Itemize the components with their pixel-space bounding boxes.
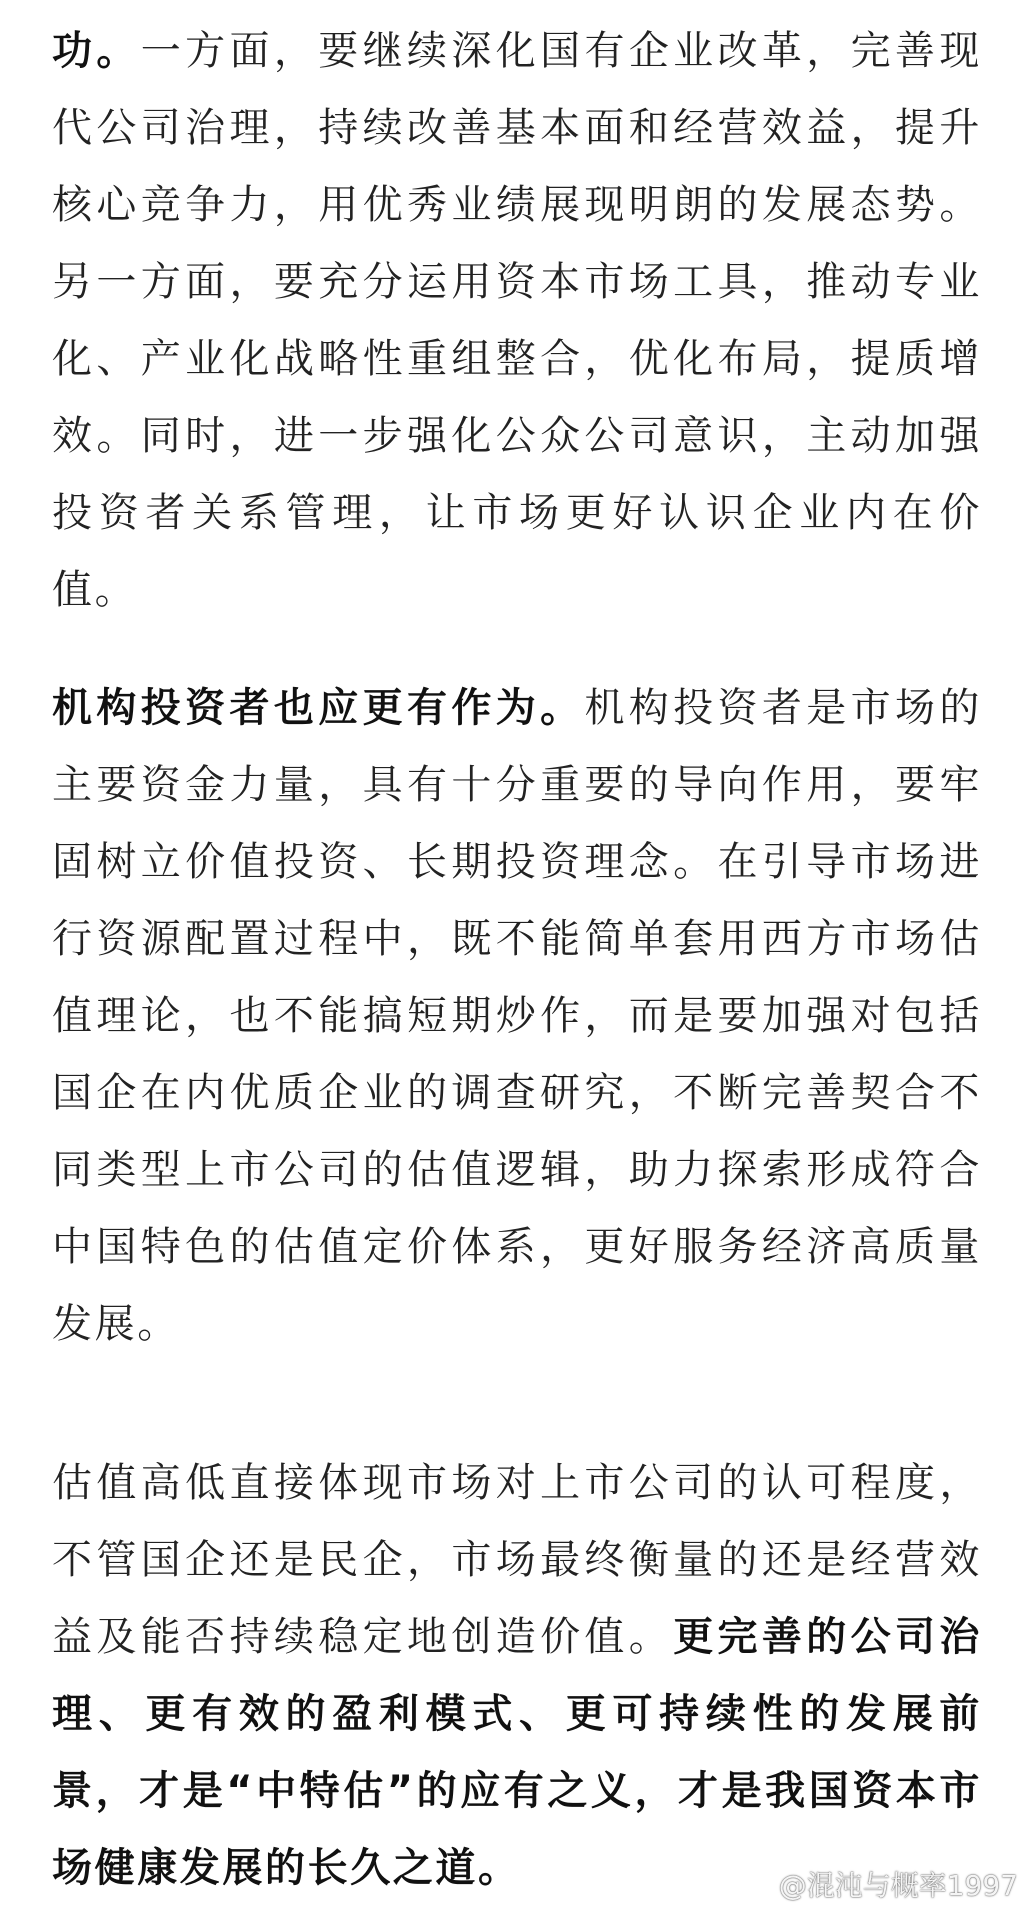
paragraph-valuation	[52, 1445, 982, 1907]
paragraph-soe-reform	[52, 13, 982, 629]
watermark-text: @混沌与概率1997	[778, 1869, 1018, 1902]
paragraph-bold-lead: 功。	[52, 28, 141, 74]
paragraph-bold-tail: 更完善的公司治理、更有效的盈利模式、更可持续性的发展前景，才是“中特估”的应有之义，才是我国资本市场健康发展的长久之道。	[52, 1614, 983, 1891]
paragraph-bold-lead: 机构投资者也应更有作为。	[52, 685, 585, 731]
paragraph-text: 估值高低直接体现市场对上市公司的认可程度，不管国企还是民企，市场最终衡量的还是经营效益及能否持续稳定地创造价值。	[52, 1460, 982, 1660]
weibo-watermark	[739, 1864, 1018, 1904]
paragraph-text: 一方面，要继续深化国有企业改革，完善现代公司治理，持续改善基本面和经营效益，提升核心竞争力，用优秀业绩展现明朗的发展态势。另一方面，要充分运用资本市场工具，推动专业化、产业化战略性重组整合，优化布局，提质增效。同时，进一步强化公众公司意识，主动加强投资者关系管理，让市场更好认识企业内在价值。	[52, 28, 983, 613]
weibo-icon	[739, 1869, 775, 1899]
paragraph-institutional-investors	[52, 670, 982, 1363]
paragraph-text: 机构投资者是市场的主要资金力量，具有十分重要的导向作用，要牢固树立价值投资、长期投资理念。在引导市场进行资源配置过程中，既不能简单套用西方市场估值理论，也不能搞短期炒作，而是要加强对包括国企在内优质企业的调查研究，不断完善契合不同类型上市公司的估值逻辑，助力探索形成符合中国特色的估值定价体系，更好服务经济高质量发展。	[52, 685, 982, 1347]
